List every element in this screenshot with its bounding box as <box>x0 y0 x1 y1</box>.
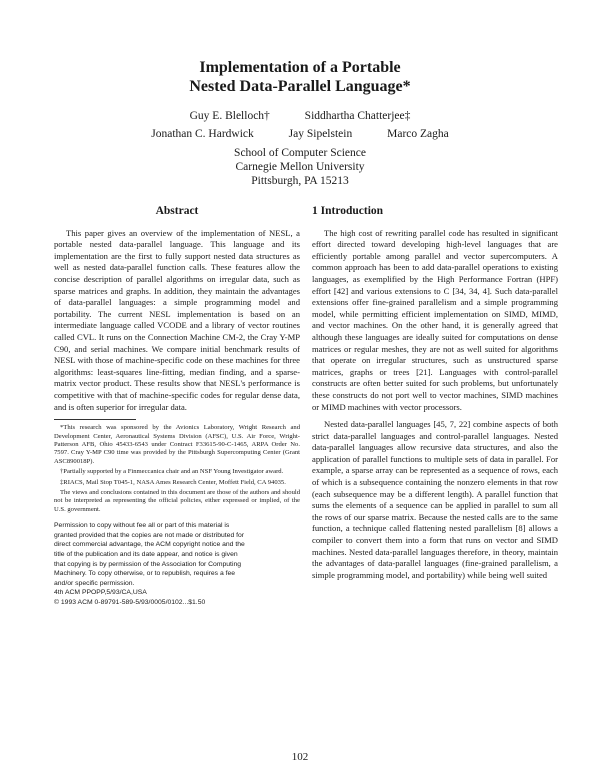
author-name: Jonathan C. Hardwick <box>151 128 254 140</box>
author-row-2 <box>0 125 600 143</box>
copyright-notice <box>54 522 300 607</box>
permission-line: 4th ACM PPOPP,5/93/CA,USA <box>54 589 147 597</box>
right-column <box>312 206 558 587</box>
abstract-heading: Abstract <box>155 205 199 217</box>
abstract-text: This paper gives an overview of the implementation of NESL, a portable nested data-parallel language. This language and its implementation are the first to fully support nested data structures as well as nested data-parallel function calls. These features allow the concise description of parallel algorithms on irregular data, such as sparse matrices and graphs. In addition, they maintain the advantages of data-parallel languages: a simple programming model and portability. The current NESL implementation is based on an intermediate language called VCODE and a library of vector routines called CVL. It runs on the Connection Machine CM-2, the Cray Y-MP C90, and serial machines. We compare initial benchmark results of NESL with those of machine-specific code on these machines for three algorithms: least-squares line-fitting, median finding, and a sparse-matrix vector product. These results show that NESL's performance is competitive with that of machine-specific codes for regular dense data, and is often superior for irregular data. <box>54 227 300 412</box>
affiliation-line: Pittsburgh, PA 15213 <box>251 175 349 187</box>
title-line-1: Implementation of a Portable <box>199 59 401 76</box>
permission-line: Machinery. To copy otherwise, or to republish, requires a fee <box>54 570 236 578</box>
author-name: Marco Zagha <box>387 128 449 140</box>
permission-line: that copying is by permission of the Association for Computing <box>54 560 242 568</box>
intro-paragraph: The high cost of rewriting parallel code has resulted in significant effort directed toward developing high-level languages that are efficiently portable among parallel and vector supercomputers. A common approach has been to add data-parallel operations to existing languages, as exemplified by the High Performance Fortran (HPF) effort [42] and various extensions to C [34, 34, 4]. Such data-parallel extensions offer fine-grained parallelism and a simple programming model, while permitting efficient implementation on SIMD, MIMD, and vector machines. On the other hand, it is generally agreed that although these languages are ideally suited for computations on dense matrices or regular meshes, they are not as well suited for algorithms that operate on irregular structures, such as unstructured sparse matrices, graphs or trees [21]. Languages with control-parallel constructs are often better suited for such problems, but unfortunately these constructs do not port well to vector machines, SIMD machines or MIMD machines with vector processors. <box>312 227 558 412</box>
page-number: 102 <box>291 751 309 763</box>
author-block <box>0 107 600 143</box>
footnote: The views and conclusions contained in this document are those of the authors and should not be interpreted as representing the official policies, either expressed or implied, of the U.S. government. <box>54 488 300 513</box>
left-column <box>54 206 300 609</box>
author-name: Jay Sipelstein <box>288 128 353 140</box>
affiliation <box>0 146 600 188</box>
introduction-heading: 1 Introduction <box>312 205 384 217</box>
footnote: ‡RIACS, Mail Stop T045-1, NASA Ames Research Center, Moffett Field, CA 94035. <box>60 478 286 486</box>
permission-line: granted provided that the copies are not made or distributed for <box>54 531 245 539</box>
author-name: Siddhartha Chatterjee‡ <box>304 110 411 122</box>
footnote-rule <box>54 419 136 420</box>
permission-line: and/or specific permission. <box>54 579 135 587</box>
permission-line: © 1993 ACM 0-89791-589-5/93/0005/0102...$1.50 <box>54 598 206 606</box>
footnote: †Partially supported by a Finmeccanica chair and an NSF Young Investigator award. <box>60 468 284 476</box>
footnotes <box>54 419 300 514</box>
author-name: Guy E. Blelloch† <box>189 110 270 122</box>
affiliation-line: School of Computer Science <box>234 147 366 159</box>
intro-paragraph: Nested data-parallel languages [45, 7, 22] combine aspects of both strict data-parallel languages and control-parallel languages. Nested data-parallel languages allow recursive data structures, and also the application of parallel functions to multiple sets of data in parallel. For example, a sparse array can be represented as a sequence of rows, each of which is a subsequence containing the nonzero elements in that row (each subsequence may be a different length). A parallel function that sums the elements of a sequence can be applied in parallel to sum all the rows of our sparse matrix. Because the nested calls are to the same function, a technique called flattening nested parallelism [8] allows a compiler to convert them into a form that runs on vector and SIMD machines. Nested data-parallel languages therefore, in theory, maintain the advantages of data-parallel languages (fine-grained parallelism, a simple programming model, and portability) while being well suited <box>312 419 558 580</box>
paper-title <box>0 58 600 96</box>
author-row-1 <box>0 107 600 125</box>
affiliation-line: Carnegie Mellon University <box>235 161 365 173</box>
title-line-2: Nested Data-Parallel Language* <box>189 78 411 95</box>
permission-line: title of the publication and its date appear, and notice is given <box>54 550 238 558</box>
permission-line: direct commercial advantage, the ACM copyright notice and the <box>54 541 245 549</box>
footnote: *This research was sponsored by the Avionics Laboratory, Wright Research and Development Center, Aeronautical Systems Division (AFSC), U.S. Air Force, Wright-Patterson AFB, Ohio 45433-6543 under Contract F33615-90-C-1465, ARPA Order No. 7597. Cray Y-MP C90 time was provided by the Pittsburgh Supercomputing Center (Grant ASC890018P). <box>54 424 300 465</box>
permission-line: Permission to copy without fee all or part of this material is <box>54 522 230 530</box>
